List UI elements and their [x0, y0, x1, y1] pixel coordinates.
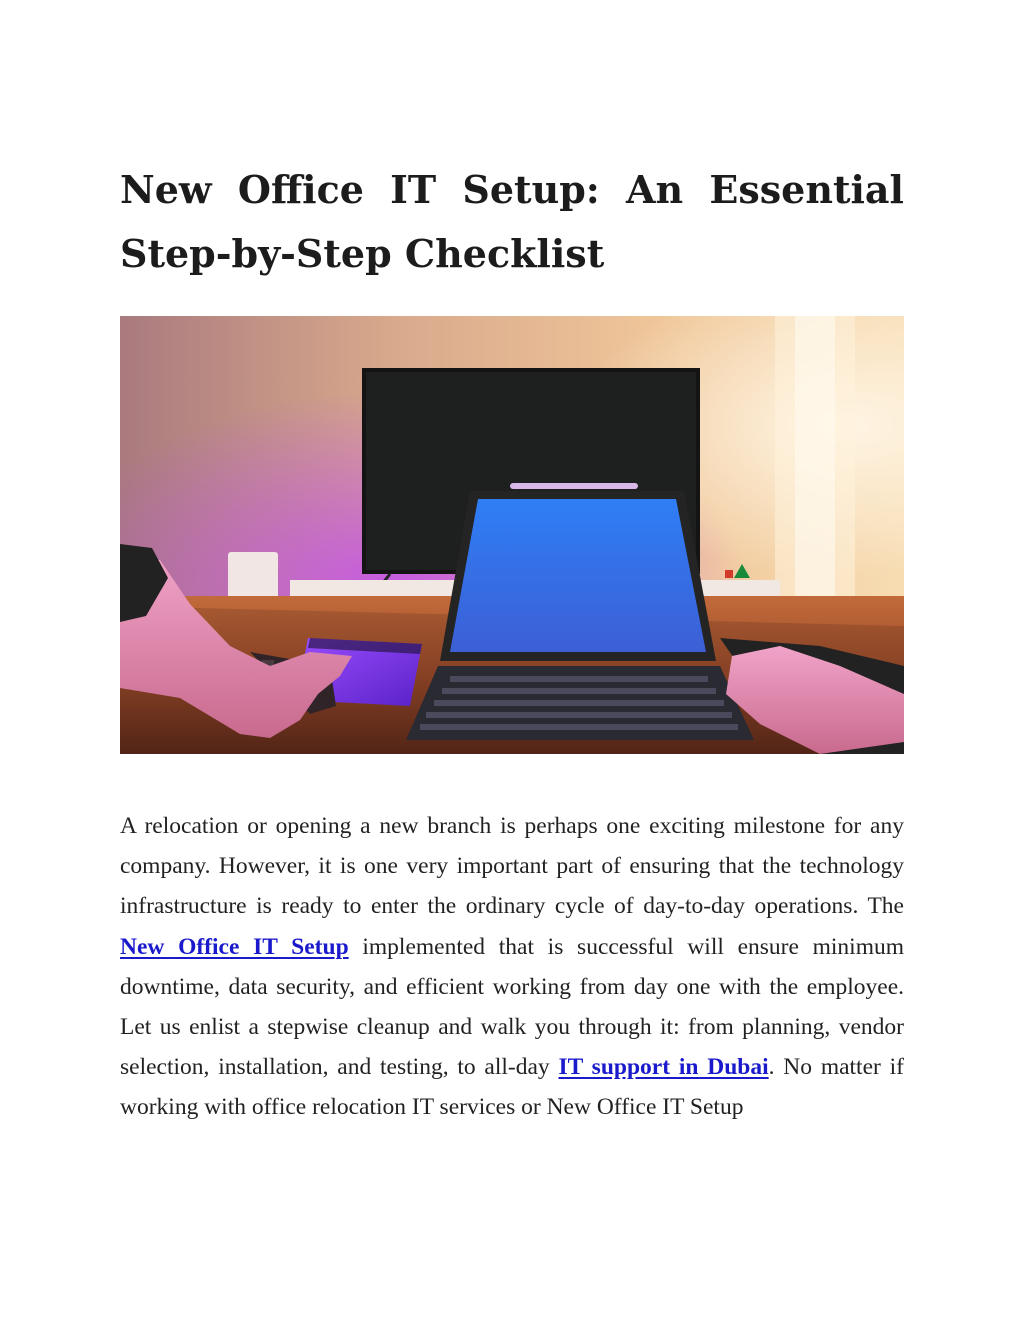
it-support-dubai-link[interactable]: IT support in Dubai	[558, 1054, 769, 1081]
paragraph-text-3: . No matter if working with office relocation IT services or New Office IT Setup	[120, 1054, 904, 1121]
new-office-it-setup-link[interactable]: New Office IT Setup	[120, 933, 349, 960]
article-paragraph	[120, 806, 904, 1128]
paragraph-text-2: implemented that is successful will ensure minimum downtime, data security, and efficient working from day one with the employee. Let us enlist a stepwise cleanup and walk you through it: from planning, vendor selection, installation, and testing, to all-day	[120, 933, 905, 1081]
article-title: New Office IT Setup: An Essential Step-by-Step Checklist	[120, 167, 904, 276]
paragraph-text-1: A relocation or opening a new branch is perhaps one exciting milestone for any company. However, it is one very important part of ensuring that the technology infrastructure is ready to enter the ordinary cycle of day-to-day operations. The	[120, 813, 904, 920]
hero-image	[120, 316, 904, 754]
